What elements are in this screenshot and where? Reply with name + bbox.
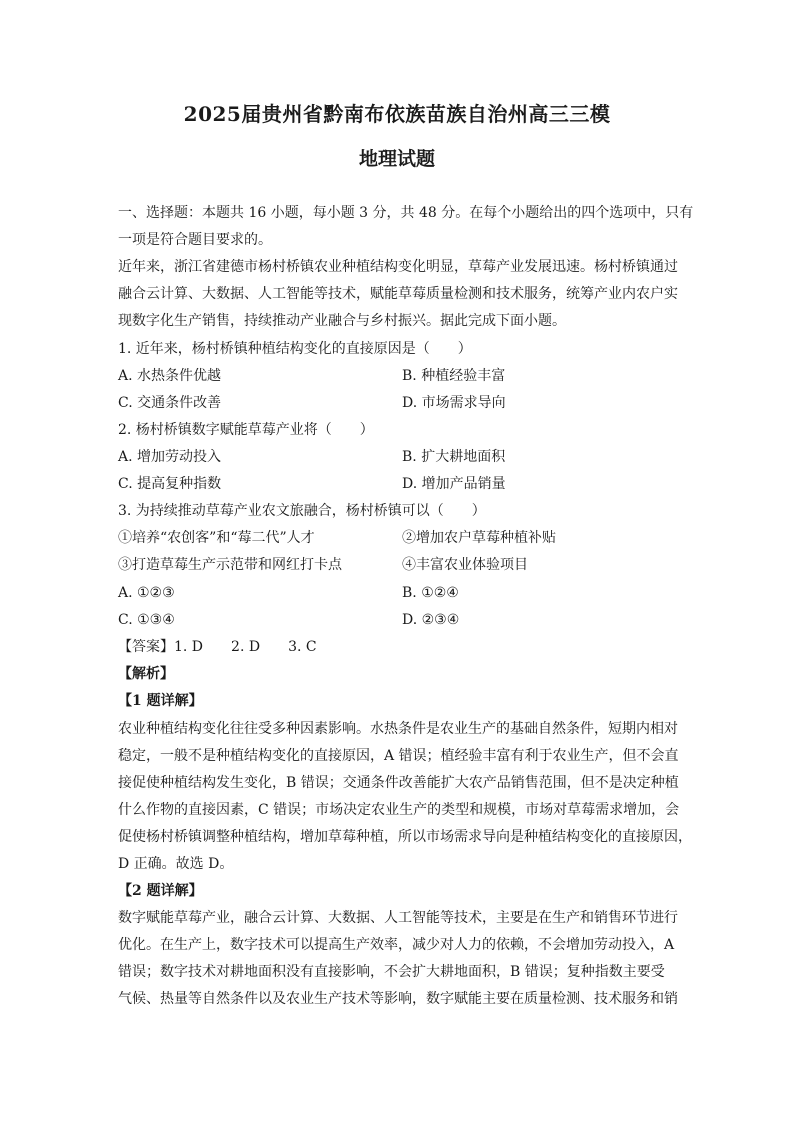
question-2-option-c: C. 提高复种指数 <box>118 476 222 492</box>
question-3-option-b: B. ①②④ <box>402 585 459 601</box>
detail-1-line: 接促使种植结构发生变化，B 错误；交通条件改善能扩大农产品销售范围，但不是决定种植 <box>118 775 679 791</box>
question-3-option-a: A. ①②③ <box>118 585 175 601</box>
question-3-statement-1: ①培养“农创客”和“莓二代”人才 <box>118 530 315 546</box>
question-2-option-a: A. 增加劳动投入 <box>118 449 222 465</box>
question-1-option-d: D. 市场需求导向 <box>402 395 506 411</box>
question-2-stem: 2. 杨村桥镇数字赋能草莓产业将（ ） <box>118 422 374 438</box>
detail-1-label: 【1 题详解】 <box>118 693 203 709</box>
detail-1-line: 促使杨村桥镇调整种植结构，增加草莓种植，所以市场需求导向是种植结构变化的直接原因， <box>118 829 692 845</box>
passage-line: 近年来，浙江省建德市杨村桥镇农业种植结构变化明显，草莓产业发展迅速。杨村桥镇通过 <box>118 259 678 275</box>
question-3-option-d: D. ②③④ <box>402 612 460 628</box>
passage-line: 现数字化生产销售，持续推动产业融合与乡村振兴。据此完成下面小题。 <box>118 313 566 329</box>
question-2-option-d: D. 增加产品销量 <box>402 476 506 492</box>
detail-1-line: D 正确。故选 D。 <box>118 856 234 872</box>
detail-2-line: 数字赋能草莓产业，融合云计算、大数据、人工智能等技术，主要是在生产和销售环节进行 <box>118 910 678 926</box>
answer-line: 【答案】1. D 2. D 3. C <box>118 639 317 655</box>
question-1-option-a: A. 水热条件优越 <box>118 368 222 384</box>
section-instruction-cont: 一项是符合题目要求的。 <box>118 232 272 248</box>
analysis-label: 【解析】 <box>118 666 174 682</box>
question-3-statement-3: ③打造草莓生产示范带和网红打卡点 <box>118 557 342 573</box>
detail-2-line: 优化。在生产上，数字技术可以提高生产效率，减少对人力的依赖，不会增加劳动投入，A <box>118 937 675 953</box>
detail-2-label: 【2 题详解】 <box>118 883 203 899</box>
passage-line: 融合云计算、大数据、人工智能等技术，赋能草莓质量检测和技术服务，统筹产业内农户实 <box>118 286 678 302</box>
detail-1-line: 稳定，一般不是种植结构变化的直接原因，A 错误；植经验丰富有利于农业生产，但不会直 <box>118 748 679 764</box>
detail-1-line: 什么作物的直接因素，C 错误；市场决定农业生产的类型和规模，市场对草莓需求增加，会 <box>118 802 680 818</box>
question-1-stem: 1. 近年来，杨村桥镇种植结构变化的直接原因是（ ） <box>118 341 472 357</box>
question-2-option-b: B. 扩大耕地面积 <box>402 449 506 465</box>
document-subtitle: 地理试题 <box>358 148 435 170</box>
detail-2-line: 错误；数字技术对耕地面积没有直接影响，不会扩大耕地面积，B 错误；复种指数主要受 <box>118 964 665 980</box>
question-1-option-c: C. 交通条件改善 <box>118 395 222 411</box>
detail-2-line: 气候、热量等自然条件以及农业生产技术等影响，数字赋能主要在质量检测、技术服务和销 <box>118 991 678 1007</box>
document-title: 2025届贵州省黔南布依族苗族自治州高三三模 <box>183 102 611 126</box>
question-3-stem: 3. 为持续推动草莓产业农文旅融合，杨村桥镇可以（ ） <box>118 503 486 519</box>
question-3-statement-4: ④丰富农业体验项目 <box>402 557 528 573</box>
question-3-statement-2: ②增加农户草莓种植补贴 <box>402 530 556 546</box>
question-3-option-c: C. ①③④ <box>118 612 175 628</box>
question-1-option-b: B. 种植经验丰富 <box>402 368 506 384</box>
detail-1-line: 农业种植结构变化往往受多种因素影响。水热条件是农业生产的基础自然条件，短期内相对 <box>118 721 678 737</box>
section-instruction: 一、选择题：本题共 16 小题，每小题 3 分，共 48 分。在每个小题给出的四个选项中，只有 <box>118 205 694 221</box>
